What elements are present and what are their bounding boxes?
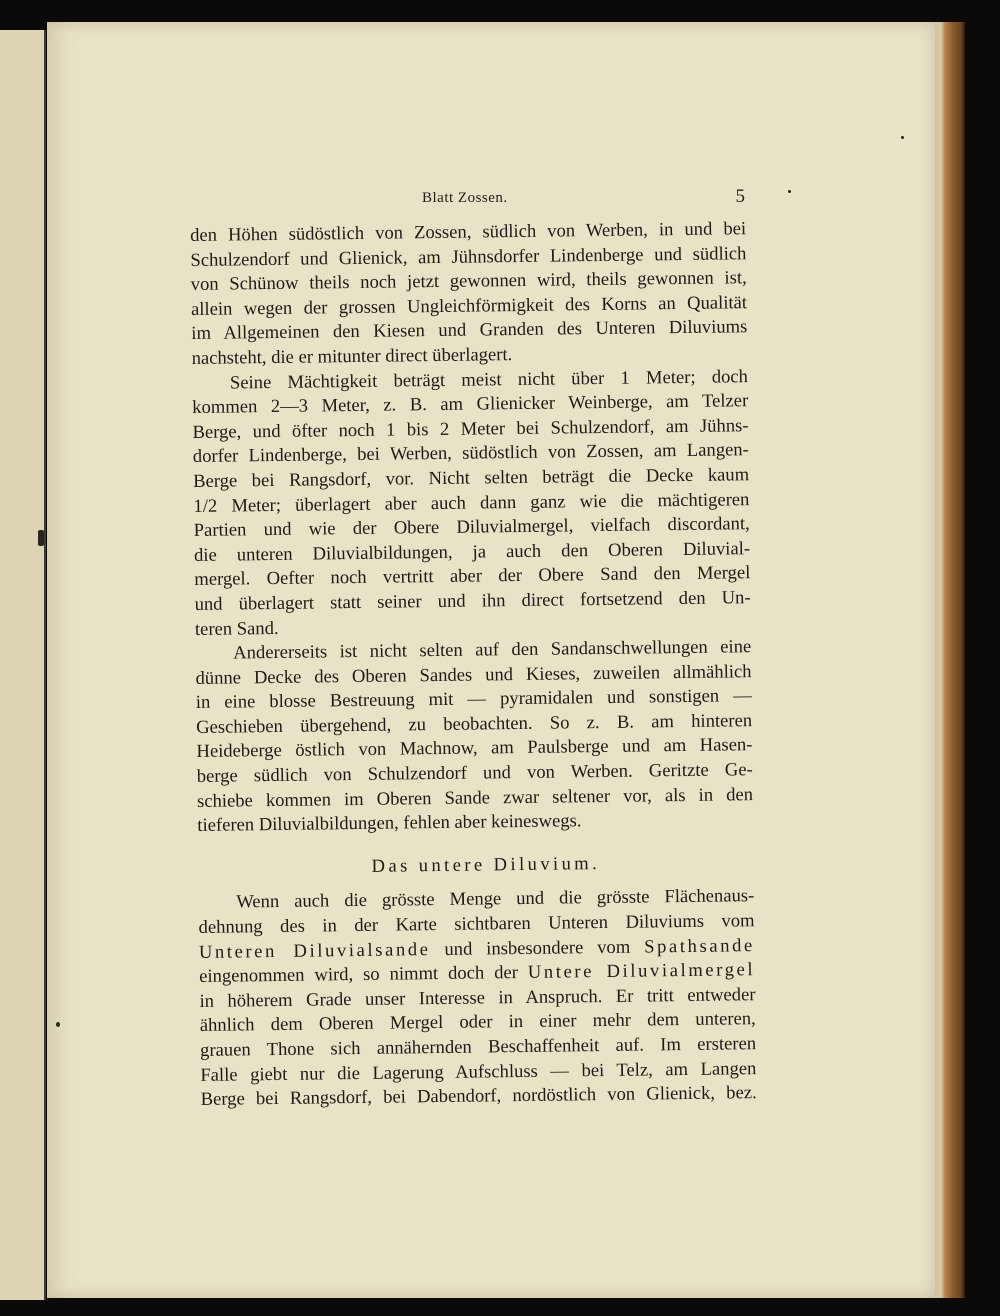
facing-page-edge xyxy=(0,30,46,1300)
paragraph-upper-sand xyxy=(195,635,753,839)
text-fragment: und insbesondere vom xyxy=(444,936,631,960)
text-line: im Allgemeinen den Kiesen und Granden des Unteren Diluviums xyxy=(191,316,748,345)
text-line: allein wegen der grossen Ungleichförmigkeit des Korns an Qualität xyxy=(190,291,748,320)
paragraph-thickness xyxy=(192,365,751,642)
text-line: Wenn auch die grösste Menge und die grösste Flächenaus- xyxy=(236,885,755,913)
text-line: teren Sand. xyxy=(194,617,279,640)
text-line: dehnung des in der Karte sichtbaren Unteren Diluviums vom xyxy=(198,910,755,938)
emphasis-term: Untere Diluvialmergel xyxy=(527,959,756,984)
text-line: in höherem Grade unser Interesse in Anspruch. Er tritt entweder xyxy=(199,983,756,1012)
paper-speck xyxy=(788,190,791,193)
text-line: ähnlich dem Oberen Mergel oder in einer mehr dem unteren, xyxy=(199,1008,756,1037)
text-line: mergel. Oefter noch vertritt aber der Obere Sand den Mergel xyxy=(194,562,751,591)
page-body xyxy=(190,217,757,1113)
text-line: Andererseits ist nicht selten auf den Sandanschwellungen eine xyxy=(233,636,752,664)
text-line: nachsteht, die er mitunter direct überlagert. xyxy=(191,344,513,369)
running-title: Blatt Zossen. xyxy=(422,190,508,206)
text-line: Schulzendorf und Glienick, am Jühnsdorfer Lindenberge und südlich xyxy=(190,242,747,271)
text-line: 1/2 Meter; überlagert aber auch dann ganz wie die mächtigeren xyxy=(193,488,750,517)
text-line: dünne Decke des Oberen Sandes und Kieses, zuweilen allmählich xyxy=(195,660,752,689)
book-gutter xyxy=(44,30,46,1300)
text-line: Partien und wie der Obere Diluvialmergel, vielfach discordant, xyxy=(193,513,750,542)
text-line: Berge, und öfter noch 1 bis 2 Meter bei Schulzendorf, am Jühns- xyxy=(192,414,749,443)
text-line: in eine blosse Bestreuung mit — pyramidalen und sonstigen — xyxy=(195,685,752,714)
text-line: Berge bei Rangsdorf, vor. Nicht selten beträgt die Decke kaum xyxy=(193,464,750,492)
emphasis-term: Spathsande xyxy=(644,934,755,958)
page-number: 5 xyxy=(735,186,745,207)
text-line: Berge bei Rangsdorf, bei Dabendorf, nordöstlich von Glienick, bez. xyxy=(200,1082,757,1111)
text-line: die unteren Diluvialbildungen, ja auch den Oberen Diluvial- xyxy=(193,537,751,566)
text-line: grauen Thone sich annähernden Beschaffenheit auf. Im ersteren xyxy=(199,1033,757,1061)
section-heading: Das untere Diluvium. xyxy=(371,852,601,877)
book-cover-edge xyxy=(935,22,965,1298)
text-line: kommen 2—3 Meter, z. B. am Glienicker Weinberge, am Telzer xyxy=(192,390,749,419)
paragraph-continuation xyxy=(190,217,748,371)
text-line: tieferen Diluvialbildungen, fehlen aber keineswegs. xyxy=(197,810,582,837)
text-line: den Höhen südöstlich von Zossen, südlich von Werben, in und bei xyxy=(190,218,747,246)
text-line: Geschieben übergehend, zu beobachten. So z. B. am hinteren xyxy=(196,710,753,738)
running-header xyxy=(190,186,755,214)
paper-speck xyxy=(901,136,904,139)
emphasis-term: Unteren Diluvialsande xyxy=(198,938,431,963)
text-line: und überlagert statt seiner und ihn direct fortsetzend den Un- xyxy=(194,587,751,615)
text-line: schiebe kommen im Oberen Sande zwar seltener vor, als in den xyxy=(196,783,754,812)
text-line: Seine Mächtigkeit beträgt meist nicht über 1 Meter; doch xyxy=(229,365,749,394)
text-fragment: eingenommen wird, so nimmt doch der xyxy=(199,962,519,988)
text-line: von Schünow theils noch jetzt gewonnen wird, theils gewonnen ist, xyxy=(190,267,747,296)
text-line: dorfer Lindenberge, bei Werben, südöstlich von Zossen, am Langen- xyxy=(192,439,749,468)
paper-speck xyxy=(56,1022,60,1027)
text-line: Falle giebt nur die Lagerung Aufschluss — bei Telz, am Langen xyxy=(200,1057,757,1086)
paper-speck xyxy=(38,530,44,546)
text-line: Heideberge östlich von Machnow, am Paulsberge und am Hasen- xyxy=(196,734,753,763)
paragraph-lower-diluvium xyxy=(198,885,757,1113)
text-line: berge südlich von Schulzendorf und von Werben. Geritzte Ge- xyxy=(196,759,753,788)
